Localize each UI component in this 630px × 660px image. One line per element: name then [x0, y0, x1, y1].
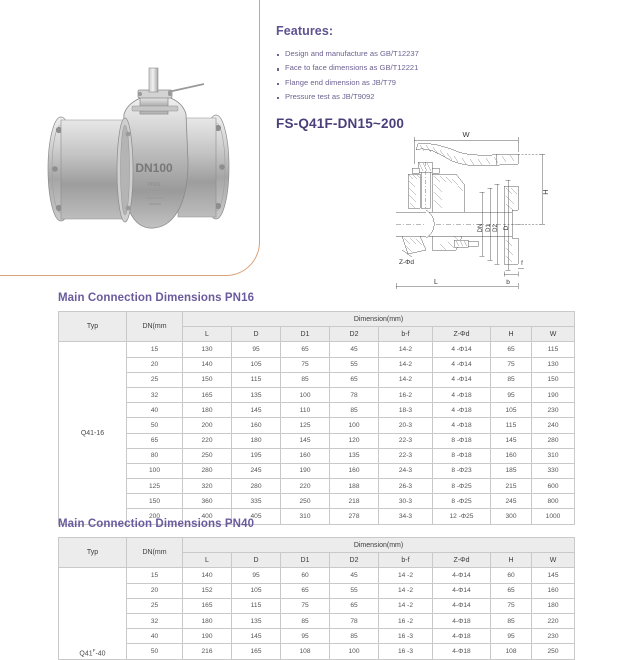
cell-L: 190	[183, 629, 232, 644]
section-title-pn40: Main Connection Dimensions PN40	[58, 518, 255, 530]
cell-D: 180	[232, 433, 281, 448]
cell-D2: 160	[330, 463, 379, 478]
cell-dn: 32	[127, 613, 183, 628]
cell-bf: 16 -3	[379, 629, 433, 644]
cell-bf: 14-2	[379, 357, 433, 372]
gland-bolt-left	[138, 92, 142, 96]
cell-D2: 120	[330, 433, 379, 448]
cell-H: 95	[491, 387, 532, 402]
cell-D2: 100	[330, 418, 379, 433]
cell-W: 800	[532, 494, 575, 509]
cell-L: 400	[183, 509, 232, 524]
cell-D: 115	[232, 372, 281, 387]
cell-bf: 22-3	[379, 433, 433, 448]
cell-zd: 8 -Φ18	[433, 433, 491, 448]
cell-dn: 25	[127, 598, 183, 613]
left-pipe	[61, 120, 124, 219]
cell-D1: 60	[281, 568, 330, 583]
header-col-L: L	[183, 327, 232, 342]
cell-D2: 55	[330, 583, 379, 598]
cell-D2: 85	[330, 629, 379, 644]
cell-dn: 20	[127, 357, 183, 372]
section-pn40	[58, 518, 574, 660]
cell-D2: 65	[330, 598, 379, 613]
cell-zd: 4-Φ14	[433, 583, 491, 598]
cell-dn: 125	[127, 479, 183, 494]
cell-D1: 190	[281, 463, 330, 478]
header-col-D2: D2	[330, 553, 379, 568]
feature-item: Flange end dimension as JB/T79	[276, 76, 491, 90]
cell-H: 75	[491, 357, 532, 372]
header-col-W: W	[532, 553, 575, 568]
cell-bf: 22-3	[379, 448, 433, 463]
cell-dn: 15	[127, 568, 183, 583]
cast-marking-sub: PN16	[147, 182, 161, 188]
header-dn: DN(mm	[127, 312, 183, 342]
bonnet	[140, 96, 168, 114]
cell-D2: 278	[330, 509, 379, 524]
table-row	[59, 372, 575, 387]
dim-L	[396, 279, 518, 289]
cell-D2: 65	[330, 372, 379, 387]
cell-L: 180	[183, 403, 232, 418]
label-D2: D2	[493, 224, 499, 232]
cell-zd: 4 -Φ14	[433, 342, 491, 357]
cell-D: 135	[232, 387, 281, 402]
cell-H: 115	[491, 418, 532, 433]
cell-D2: 85	[330, 403, 379, 418]
ball-valve-illustration	[28, 62, 253, 274]
cell-zd: 8 -Φ25	[433, 494, 491, 509]
header-col-bf: b-f	[379, 327, 433, 342]
cell-D1: 85	[281, 372, 330, 387]
cell-bf: 30-3	[379, 494, 433, 509]
table-row	[59, 629, 575, 644]
label-Z-phi-d: Z-Φd	[399, 259, 414, 266]
cell-dn: 32	[127, 387, 183, 402]
cell-W: 240	[532, 418, 575, 433]
cell-dn: 50	[127, 418, 183, 433]
cell-D: 105	[232, 583, 281, 598]
cell-zd: 4-Φ18	[433, 644, 491, 659]
cell-bf: 24-3	[379, 463, 433, 478]
cell-L: 150	[183, 372, 232, 387]
section-pn16	[58, 292, 574, 525]
table-row	[59, 403, 575, 418]
cell-W: 220	[532, 613, 575, 628]
header-col-zd: Z-Φd	[433, 553, 491, 568]
cell-W: 150	[532, 372, 575, 387]
cell-L: 140	[183, 357, 232, 372]
cell-L: 130	[183, 342, 232, 357]
dim-W	[414, 130, 518, 143]
table-row	[59, 479, 575, 494]
cell-D2: 188	[330, 479, 379, 494]
cell-D1: 110	[281, 403, 330, 418]
product-photo-frame-bottom-rule	[0, 275, 30, 276]
cell-bf: 14 -2	[379, 598, 433, 613]
cell-zd: 4 -Φ14	[433, 357, 491, 372]
cell-zd: 4-Φ14	[433, 598, 491, 613]
cell-L: 280	[183, 463, 232, 478]
cell-D1: 85	[281, 613, 330, 628]
cell-L: 220	[183, 433, 232, 448]
cell-W: 160	[532, 583, 575, 598]
cell-H: 300	[491, 509, 532, 524]
header-dimension-group: Dimension(mm)	[183, 538, 575, 553]
label-D: D	[503, 225, 510, 231]
table-row	[59, 342, 575, 357]
flange-bolt	[454, 240, 478, 247]
cell-dn: 65	[127, 433, 183, 448]
cell-L: 140	[183, 568, 232, 583]
table-row	[59, 644, 575, 659]
cell-D1: 145	[281, 433, 330, 448]
header-col-W: W	[532, 327, 575, 342]
cell-D: 280	[232, 479, 281, 494]
header-col-D1: D1	[281, 553, 330, 568]
cell-W: 130	[532, 357, 575, 372]
cell-W: 230	[532, 403, 575, 418]
label-L: L	[434, 279, 438, 286]
cell-D1: 75	[281, 357, 330, 372]
valve-dimension-drawing	[396, 124, 628, 292]
cell-zd: 4-Φ18	[433, 613, 491, 628]
cell-L: 320	[183, 479, 232, 494]
cell-H: 108	[491, 644, 532, 659]
cell-bf: 20-3	[379, 418, 433, 433]
label-b: b	[506, 279, 510, 286]
cell-zd: 4-Φ18	[433, 629, 491, 644]
cell-W: 250	[532, 644, 575, 659]
cell-H: 75	[491, 598, 532, 613]
cell-D1: 65	[281, 342, 330, 357]
cell-L: 200	[183, 418, 232, 433]
table-body-pn16	[59, 342, 575, 524]
cell-bf: 16 -3	[379, 644, 433, 659]
cell-D: 115	[232, 598, 281, 613]
cell-dn: 25	[127, 372, 183, 387]
cell-zd: 4-Φ14	[433, 568, 491, 583]
cell-W: 145	[532, 568, 575, 583]
features-heading: Features:	[276, 24, 334, 38]
cell-D: 160	[232, 418, 281, 433]
cell-H: 60	[491, 568, 532, 583]
cell-D2: 135	[330, 448, 379, 463]
cell-H: 65	[491, 583, 532, 598]
table-row	[59, 357, 575, 372]
cell-D: 335	[232, 494, 281, 509]
cell-bf: 18-3	[379, 403, 433, 418]
header-col-bf: b-f	[379, 553, 433, 568]
header-col-D: D	[232, 327, 281, 342]
feature-item: Face to face dimensions as GB/T12221	[276, 61, 491, 75]
header-typ: Typ	[59, 538, 127, 568]
label-DN: DN	[478, 223, 484, 233]
header-dimension-group: Dimension(mm)	[183, 312, 575, 327]
cell-L: 216	[183, 644, 232, 659]
cell-D1: 160	[281, 448, 330, 463]
cast-marking-dn100: DN100	[135, 161, 173, 175]
cell-bf: 14 -2	[379, 583, 433, 598]
product-photo	[28, 62, 253, 274]
cell-W: 280	[532, 433, 575, 448]
cell-D: 95	[232, 342, 281, 357]
cell-D: 145	[232, 629, 281, 644]
cell-D1: 310	[281, 509, 330, 524]
cell-dn: 100	[127, 463, 183, 478]
dim-b-f	[504, 261, 524, 286]
table-body-pn40	[59, 568, 575, 659]
cell-dn: 200	[127, 509, 183, 524]
header-col-D: D	[232, 553, 281, 568]
type-superscript: F	[92, 648, 96, 654]
cell-W: 180	[532, 598, 575, 613]
cell-L: 360	[183, 494, 232, 509]
section-title-pn16: Main Connection Dimensions PN16	[58, 292, 255, 304]
header-col-zd: Z-Φd	[433, 327, 491, 342]
header-col-D1: D1	[281, 327, 330, 342]
cell-D: 95	[232, 568, 281, 583]
cell-D2: 78	[330, 613, 379, 628]
cell-H: 85	[491, 372, 532, 387]
cell-bf: 14 -2	[379, 568, 433, 583]
cell-type-label: $Q41^F-40$	[59, 568, 127, 659]
table-row	[59, 387, 575, 402]
header-col-H: H	[491, 327, 532, 342]
features-block	[276, 24, 491, 105]
cell-W: 115	[532, 342, 575, 357]
cell-D2: 45	[330, 342, 379, 357]
cell-D1: 108	[281, 644, 330, 659]
cell-H: 215	[491, 479, 532, 494]
feature-item: Design and manufacture as GB/T12237	[276, 47, 491, 61]
cell-bf: 16 -2	[379, 613, 433, 628]
cell-D1: 220	[281, 479, 330, 494]
cell-zd: 4 -Φ18	[433, 403, 491, 418]
cell-D2: 78	[330, 387, 379, 402]
cell-D: 245	[232, 463, 281, 478]
table-row	[59, 448, 575, 463]
table-row	[59, 433, 575, 448]
cell-type-label: Q41-16	[59, 342, 127, 524]
cell-D1: 65	[281, 583, 330, 598]
cell-dn: 80	[127, 448, 183, 463]
header-dn: DN(mm	[127, 538, 183, 568]
table-header-row-top	[59, 538, 575, 553]
mounting-pad	[132, 106, 178, 111]
header-typ: Typ	[59, 312, 127, 342]
table-row	[59, 613, 575, 628]
cell-H: 145	[491, 433, 532, 448]
cell-D2: 45	[330, 568, 379, 583]
table-row	[59, 583, 575, 598]
cell-zd: 8 -Φ23	[433, 463, 491, 478]
cell-dn: 40	[127, 629, 183, 644]
cell-D1: 250	[281, 494, 330, 509]
cell-H: 85	[491, 613, 532, 628]
features-list	[276, 47, 491, 105]
cell-dn: 20	[127, 583, 183, 598]
cell-D: 145	[232, 403, 281, 418]
cell-W: 190	[532, 387, 575, 402]
table-row	[59, 463, 575, 478]
cell-L: 165	[183, 598, 232, 613]
cell-D1: 125	[281, 418, 330, 433]
cell-dn: 15	[127, 342, 183, 357]
lever-arm	[168, 84, 204, 92]
cell-L: 152	[183, 583, 232, 598]
cell-zd: 12 -Φ25	[433, 509, 491, 524]
cell-H: 95	[491, 629, 532, 644]
table-row	[59, 418, 575, 433]
cell-D: 195	[232, 448, 281, 463]
cell-zd: 8 -Φ25	[433, 479, 491, 494]
cell-D2: 55	[330, 357, 379, 372]
cell-H: 185	[491, 463, 532, 478]
cell-bf: 14-2	[379, 342, 433, 357]
body-joint-inner	[121, 125, 130, 215]
label-f: f	[521, 261, 523, 267]
table-header-row-top	[59, 312, 575, 327]
cell-D2: 100	[330, 644, 379, 659]
cell-D1: 75	[281, 598, 330, 613]
cell-W: 1000	[532, 509, 575, 524]
body-bolt-top	[126, 132, 131, 137]
dimension-drawing-svg	[396, 124, 628, 292]
cell-H: 105	[491, 403, 532, 418]
cell-D1: 100	[281, 387, 330, 402]
cell-zd: 4 -Φ14	[433, 372, 491, 387]
cell-H: 160	[491, 448, 532, 463]
cell-D1: 95	[281, 629, 330, 644]
cell-H: 65	[491, 342, 532, 357]
right-flange-section	[504, 186, 518, 264]
label-D1: D1	[486, 224, 492, 232]
cell-bf: 26-3	[379, 479, 433, 494]
cell-W: 330	[532, 463, 575, 478]
cell-bf: 34-3	[379, 509, 433, 524]
cell-W: 310	[532, 448, 575, 463]
cell-bf: 14-2	[379, 372, 433, 387]
cell-bf: 16-2	[379, 387, 433, 402]
label-H: H	[541, 189, 550, 195]
cell-H: 245	[491, 494, 532, 509]
cell-D2: 218	[330, 494, 379, 509]
cell-dn: 150	[127, 494, 183, 509]
cell-zd: 8 -Φ18	[433, 448, 491, 463]
label-W: W	[462, 130, 470, 139]
table-row	[59, 494, 575, 509]
valve-stem	[149, 68, 158, 92]
cell-L: 180	[183, 613, 232, 628]
cell-dn: 50	[127, 644, 183, 659]
table-row	[59, 598, 575, 613]
model-code: FS-Q41F-DN15~200	[276, 116, 405, 131]
cell-L: 165	[183, 387, 232, 402]
cell-zd: 4 -Φ18	[433, 387, 491, 402]
cell-D: 135	[232, 613, 281, 628]
feature-item: Pressure test as JB/T9092	[276, 90, 491, 104]
header-col-D2: D2	[330, 327, 379, 342]
cell-dn: 40	[127, 403, 183, 418]
cell-D: 165	[232, 644, 281, 659]
cell-W: 230	[532, 629, 575, 644]
table-row	[59, 568, 575, 583]
cell-W: 600	[532, 479, 575, 494]
body-bolt-bottom	[126, 206, 131, 211]
cell-D: 405	[232, 509, 281, 524]
cell-zd: 4 -Φ18	[433, 418, 491, 433]
header-col-L: L	[183, 553, 232, 568]
cell-L: 250	[183, 448, 232, 463]
dimensions-table-pn40	[58, 537, 575, 660]
cell-D: 105	[232, 357, 281, 372]
dimensions-table-pn16	[58, 311, 575, 525]
header-col-H: H	[491, 553, 532, 568]
